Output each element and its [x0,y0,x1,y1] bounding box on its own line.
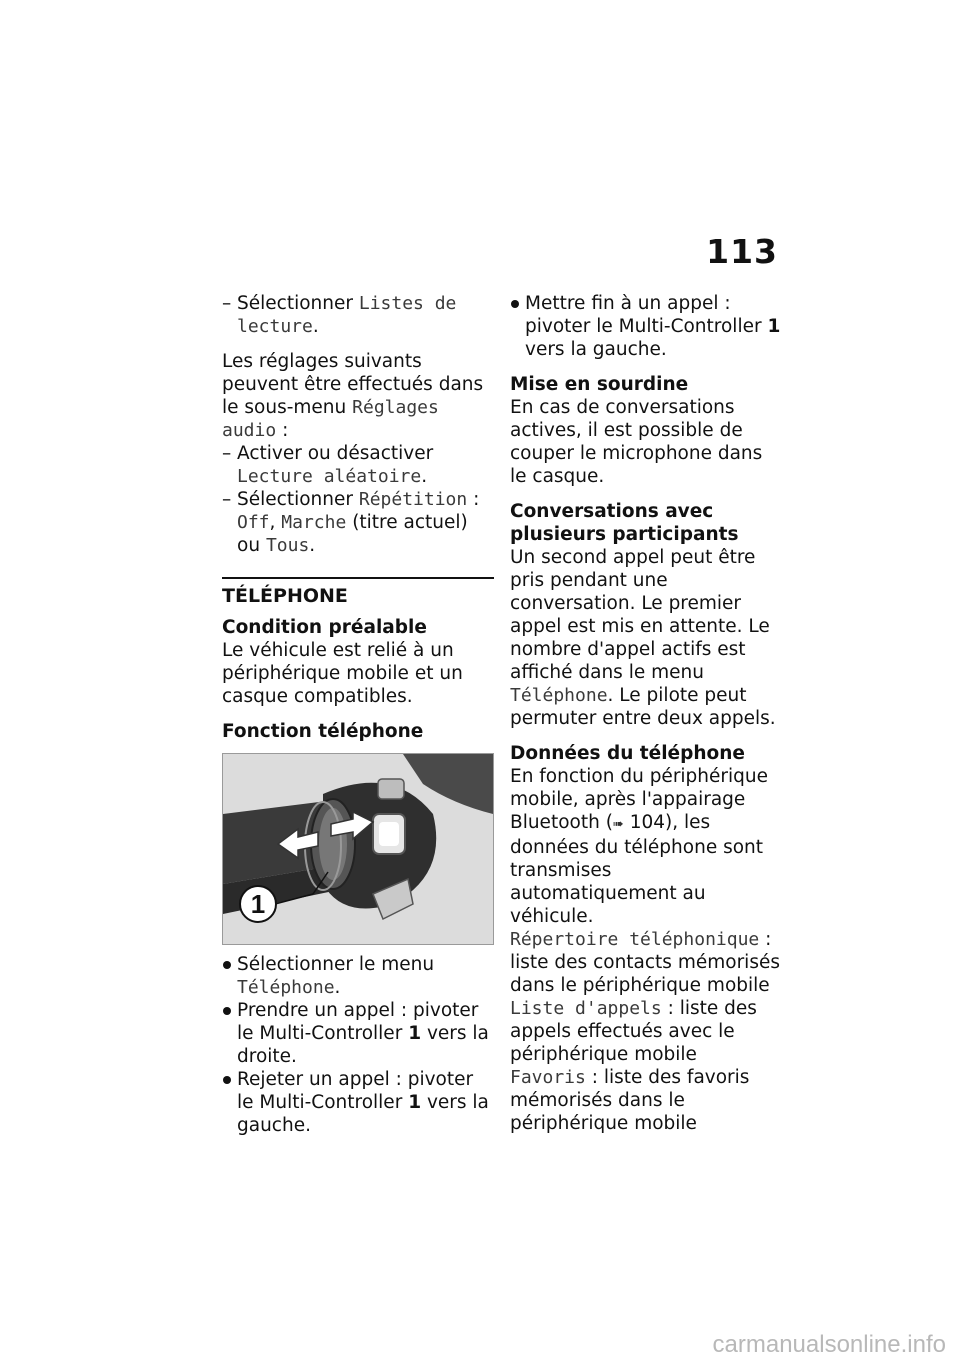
menu-name-favorites: Favoris [510,1067,586,1088]
settings-intro-text: Les réglages suivants peuvent être effectués dans le sous-menu [222,351,484,418]
menu-name-playlists: Listes de lecture [237,293,457,337]
definition-contacts [510,928,782,997]
phone-data-heading: Données du téléphone [510,743,745,764]
handlebar-controller-figure [222,753,494,945]
section-title: TÉLÉPHONE [222,577,494,608]
list-item-select-playlists [222,292,494,338]
multi-party-text [510,546,782,730]
left-column [222,292,494,1137]
paragraph-text: . Le pilote peut permuter entre deux appels. [510,685,776,729]
paragraph-text: En fonction du périphérique mobile, après l'appairage Bluetooth ( [510,766,769,833]
option-all: Tous [265,535,310,556]
bullet-icon [223,1076,231,1084]
paragraph-text: Un second appel peut être pris pendant une conversation. Le premier appel est mis en attente. Le nombre d'appel actifs est affiché dans le menu [510,547,770,683]
option-off: Off [237,512,270,533]
item-suffix: vers la gauche. [525,339,667,360]
controller-ref: 1 [767,316,781,337]
item-suffix: . [421,466,428,487]
prerequisite-text: Le véhicule est relié à un périphérique mobile et un casque compatibles. [222,640,463,707]
definition-text: : liste des favoris mémorisés dans le périphérique mobile [510,1067,750,1134]
right-column [510,292,782,1135]
item-text: Prendre un appel : pivoter le Multi-Controller [237,1000,479,1044]
prerequisite-heading: Condition préalable [222,617,427,638]
watermark: carmanualsonline.info [712,1331,946,1358]
item-suffix: vers la gauche. [237,1092,489,1136]
menu-name-audio-settings: Réglages audio [222,397,439,441]
menu-name-phone: Téléphone [510,685,608,706]
menu-name-call-list: Liste d'appels [510,998,662,1019]
option-on: Marche [281,512,347,533]
phone-data-text [510,765,782,928]
settings-intro [222,350,494,442]
page-reference-arrow-icon: ➠ [612,817,624,832]
item-text: Sélectionner le menu [237,954,435,975]
separator: , [269,512,282,533]
list-item-repeat [222,488,494,557]
menu-name-shuffle: Lecture aléatoire [237,466,422,487]
item-suffix: vers la droite. [237,1023,489,1067]
item-suffix: . [309,535,316,556]
mute-heading: Mise en sourdine [510,374,689,395]
bullet-end-call [510,292,782,361]
dash-marker: – [222,443,232,464]
page-reference[interactable]: 104 [629,812,666,833]
item-text: Rejeter un appel : pivoter le Multi-Controller [237,1069,474,1113]
phone-function-heading: Fonction téléphone [222,721,424,742]
menu-name-contacts: Répertoire téléphonique [510,929,760,950]
page-number: 113 [706,232,778,271]
settings-intro-suffix: : [276,420,289,441]
item-text: Sélectionner [237,293,359,314]
item-text: Sélectionner [237,489,359,510]
menu-name-repeat: Répétition [358,489,468,510]
controller-ref: 1 [408,1023,422,1044]
item-text: Mettre fin à un appel : pivoter le Multi-Controller [525,293,768,337]
bullet-select-phone-menu [222,953,494,999]
item-suffix: . [312,316,319,337]
separator: : [467,489,480,510]
bullet-reject-call [222,1068,494,1137]
multi-party-heading: Conversations avec plusieurs participants [510,501,739,545]
definition-text: : liste des contacts mémorisés dans le périphérique mobile [510,929,780,996]
bullet-icon [223,961,231,969]
list-item-shuffle [222,442,494,488]
mute-text: En cas de conversations actives, il est possible de couper le microphone dans le casque. [510,397,763,487]
dash-marker: – [222,489,232,510]
definition-text: : liste des appels effectués avec le périphérique mobile [510,998,757,1065]
paragraph-text: ), les données du téléphone sont transmises automatiquement au véhicule. [510,812,764,927]
bullet-icon [223,1007,231,1015]
dash-marker: – [222,293,232,314]
definition-call-list [510,997,782,1066]
bullet-answer-call [222,999,494,1068]
item-suffix: . [334,977,341,998]
item-text: (titre actuel) ou [237,512,468,556]
definition-favorites [510,1066,782,1135]
item-text: Activer ou désactiver [237,443,434,464]
menu-name-phone: Téléphone [237,977,335,998]
bullet-icon [511,300,519,308]
figure-callout-1: 1 [250,889,266,919]
multi-controller-illustration [223,754,493,944]
controller-ref: 1 [408,1092,422,1113]
